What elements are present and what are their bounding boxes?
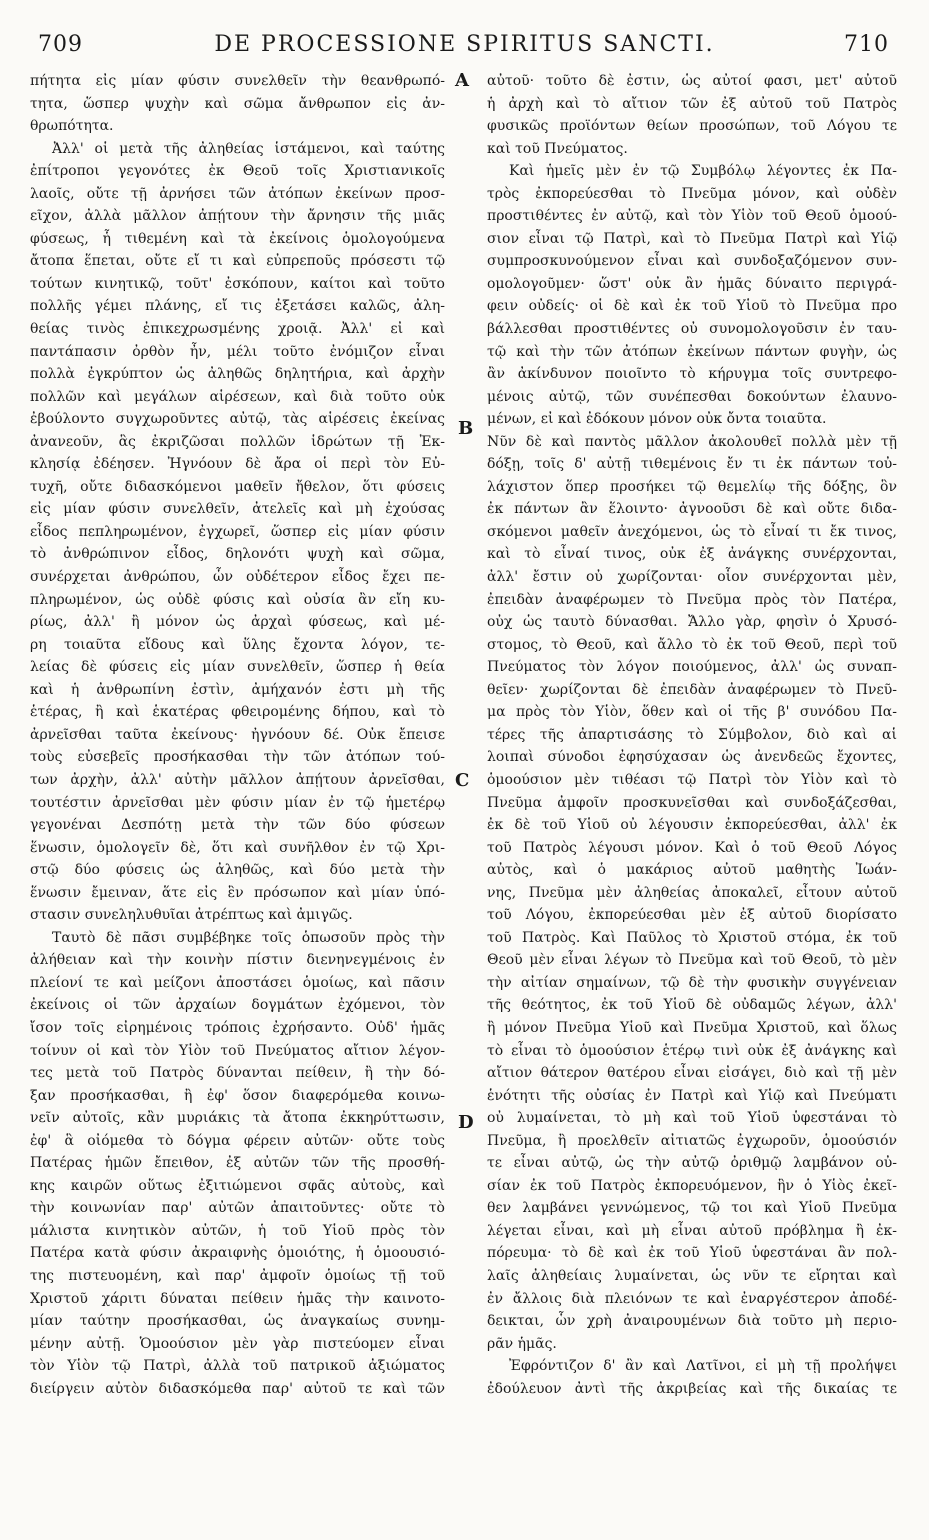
text-line: τὴν κοινωνίαν παρ' αὐτῶν ἀπαιτοῦντες· οὔτε τὸ <box>30 1200 445 1217</box>
text-line: ἀρνεῖσθαι ταῦτα ἐκείνους· ἠγνόουν δέ. Οὐκ ἔπεισε <box>30 726 445 743</box>
text-line: ἂν ἀκίνδυνον ποιοῖντο τὸ κήρυγμα τοῖς συντρεφο- <box>487 366 897 383</box>
text-line: λαῖς ἀληθείαις λυμαίνεται, ὡς νῦν τε εἴρηται καὶ <box>487 1267 897 1284</box>
text-line: καὶ ἡ ἀνθρωπίνη ἐστὶν, ἀμήχανόν ἐστι μὴ τῆς <box>30 681 445 698</box>
text-line: μένοις αὐτῷ, τῶν συνέπεσθαι δοκούντων ἐλαυνο- <box>487 388 897 405</box>
text-line: τουτέστιν ἀρνεῖσθαι μὲν φύσιν μίαν ἐν τῷ ἡμετέρῳ <box>30 794 445 811</box>
text-line: μένων, εἰ καὶ ἐδόκουν μόνον οὐκ ὄντα τοιαῦτα. <box>487 411 827 428</box>
text-line: Ἐφρόντιζον δ' ἂν καὶ Λατῖνοι, εἰ μὴ τῇ προλήψει <box>509 1358 897 1375</box>
page-number-left: 709 <box>38 32 83 57</box>
text-line: κλησίᾳ ἐδέησεν. Ἠγνόουν δὲ ἄρα οἱ περὶ τὸν Εὐ- <box>30 456 445 473</box>
text-line: τοῦ Πατρὸς. Καὶ Παῦλος τὸ Χριστοῦ στόμα, ἐκ τοῦ <box>487 929 897 946</box>
text-line: τέρες τῆς ἀπαρτισάσης τὸ Σύμβολον, διὸ καὶ αἱ <box>487 726 897 743</box>
text-line: ἴσον τοῖς εἰρημένοις τρόποις ἐχρήσαντο. Οὐδ' ἡμᾶς <box>30 1019 445 1036</box>
text-line: ἐκ δὲ τοῦ Υἱοῦ οὐ λέγουσιν ἐκπορεύεσθαι, ἀλλ' ἐκ <box>487 817 897 834</box>
text-line: εῖχον, ἀλλὰ μᾶλλον ἀπῄτουν τὴν ἄρνησιν τῆς μιᾶς <box>30 208 445 225</box>
text-line: ἐδούλευον ἀντὶ τῆς ἀκριβείας καὶ τῆς δικαίας τε <box>487 1380 897 1397</box>
text-line: τυχῆ, οὔτε διδασκόμενοι μαθεῖν ἤθελον, ὅτι φύσεις <box>30 478 445 495</box>
text-line: οὐχ ὡς ταυτὸ δύνασθαι. Ἄλλο γὰρ, φησὶν ὁ Χρυσό- <box>487 614 897 631</box>
text-line: θεῖεν· χωρίζονται δὲ ἐπειδὰν ἀναφέρωμεν τὸ Πνεῦ- <box>487 681 897 698</box>
text-line: Πατέρας ἡμῶν ἔπειθον, ἐξ αὐτῶν τῶν τῆς προσθή- <box>30 1155 445 1172</box>
text-line: καὶ τὸ εἶναί τινος, οὐκ ἐξ ἀνάγκης συνέρχονται, <box>487 546 897 563</box>
text-line: βάλλεσθαι προστιθέντες οὐ συνομολογοῦσιν ἐν ταυ- <box>487 321 897 338</box>
text-line: τοῦ Πατρὸς λέγουσι μόνον. Καὶ ὁ τοῦ Θεοῦ Λόγος <box>487 839 897 856</box>
text-line: φειν οὐδείς· οἱ δὲ καὶ ἐκ τοῦ Υἱοῦ τὸ Πνεῦμα προ <box>487 298 897 315</box>
text-line: ὁμοούσιον μὲν τιθέασι τῷ Πατρὶ τὸν Υἱὸν καὶ τὸ <box>487 771 897 788</box>
text-line: φυσικῶς προϊόντων θείων προσώπων, τοῦ Λόγου τε <box>487 118 897 135</box>
text-line: τῆς θεότητος, ἐκ τοῦ Υἱοῦ δὲ οὐδαμῶς λέγων, ἀλλ' <box>487 997 897 1014</box>
text-line: ἐκ πάντων ἂν ἕλοιντο· ἀγνοοῦσι δὲ καὶ οὔτε διδα- <box>487 501 897 518</box>
text-line: πολλῆς γέμει πλάνης, εἴ τις ἐξετάσει καλῶς, ἀλη- <box>30 298 445 315</box>
text-line: συμπροσκυνούμενον εἶναι καὶ συνδοξαζόμενον συν- <box>487 253 897 270</box>
text-line: τρὸς ἐκπορεύεσθαι τὸ Πνεῦμα μόνον, καὶ οὐδὲν <box>487 185 897 202</box>
text-line: πληρωμένον, ὡς οὐδὲ φύσις καὶ οὐσία ἂν εἴη κυ- <box>30 591 445 608</box>
text-line: ἀλήθειαν καὶ τὴν κοινὴν πίστιν διενηνεγμένοις ἐν <box>30 952 445 969</box>
text-line: τὸν Υἱὸν τῷ Πατρὶ, ἀλλὰ τοῦ πατρικοῦ ἀξιώματος <box>30 1358 445 1375</box>
text-line: Πατέρα κατὰ φύσιν ἀκραιφνὴς ὁμοιότης, ἡ ὁμοουσιό- <box>30 1245 445 1262</box>
text-line: Νῦν δὲ καὶ παντὸς μᾶλλον ἀκολουθεῖ πολλὰ μὲν τῇ <box>487 433 897 450</box>
text-line: φύσεως, ἧ τιθεμένη καὶ τὰ ἐκείνοις ὁμολογούμενα <box>30 230 445 247</box>
text-line: πήτητα εἰς μίαν φύσιν συνελθεῖν τὴν θεανθρωπό- <box>30 73 445 89</box>
text-line: ρη τοιαῦτα εἴδους καὶ ὕλης ἔχοντα λόγον, τε- <box>30 636 445 653</box>
text-line: ἑνότητι τῆς οὐσίας ἐν Πατρὶ καὶ Υἱῷ καὶ Πνεύματι <box>487 1087 897 1104</box>
text-line: αὐτὸς, καὶ ὁ μακάριος αὐτοῦ μαθητὴς Ἰωάν- <box>487 862 897 879</box>
text-line: λείας δὲ φύσεις εἰς μίαν συνελθεῖν, ὥσπερ ἡ θεία <box>30 659 445 676</box>
text-line: τοὺς εὐσεβεῖς προσήκασθαι τὴν τῶν ἀτόπων τού- <box>30 749 445 766</box>
text-line: ἐβούλοντο συγχωροῦντες αὐτῷ, τὰς αἱρέσεις ἐκείνας <box>30 411 445 428</box>
text-line: Πνεῦμα ἀμφοῖν προσκυνεῖσθαι καὶ συνδοξάζεσθαι, <box>487 794 897 811</box>
text-line: Πνεῦμα, ἢ προελθεῖν αἰτιατῶς ἐγχωροῦν, ὁμοούσιόν <box>487 1132 897 1149</box>
text-line: ἕνωσιν ἔμειναν, ἅτε εἰς ἓν πρόσωπον καὶ μίαν ὑπό- <box>30 884 445 901</box>
text-line: συνέρχεται ἀνθρώπου, ὧν οὐδέτερον εἶδος ἔχει πε- <box>30 569 445 586</box>
text-line: θείας τινὸς ἐπικεχρωσμένης χροιᾷ. Ἀλλ' εἰ καὶ <box>30 321 445 338</box>
text-line: ἐκείνοις οἱ τῶν ἀρχαίων δογμάτων ἐχόμενοι, τὸν <box>30 997 445 1014</box>
text-line: τοῦ Λόγου, ἐκπορεύεσθαι μὲν ἐξ αὐτοῦ διορίσατο <box>487 907 897 924</box>
running-header <box>30 32 899 66</box>
section-marker-d: D <box>458 1112 474 1133</box>
text-line: πολλῶν καὶ μεγάλων αἱρέσεων, καὶ διὰ τοῦτο οὐκ <box>30 388 445 405</box>
text-line: ἡ ἀρχὴ καὶ τὸ αἴτιον τῶν ἐξ αὐτοῦ τοῦ Πατρὸς <box>487 95 897 112</box>
text-line: ρίως, ἀλλ' ἢ μόνον ὡς ἀρχαὶ φύσεως, καὶ μέ- <box>30 614 445 631</box>
text-line: της πιστευομένη, καὶ παρ' ἀμφοῖν ὁμοίως τῇ τοῦ <box>30 1267 445 1284</box>
text-line: ἑτέρας, ἢ καὶ ἑκατέρας φθειρομένης δήπου, καὶ τὸ <box>30 704 445 721</box>
text-line: τῷ καὶ τὴν τῶν ἀτόπων ἐκείνων πάντων φυγὴν, ὡς <box>487 343 897 360</box>
text-line: προστιθέντες ἐν αὐτῷ, καὶ τὸν Υἱὸν τοῦ Θεοῦ ὁμοού- <box>487 208 897 225</box>
text-line: στομος, τὸ Θεοῦ, καὶ ἄλλο τὸ ἐκ τοῦ Θεοῦ, περὶ τοῦ <box>487 636 897 653</box>
text-line: ἀλλ' ἔστιν οὐ χωρίζονται· οἷον συνέρχονται μὲν, <box>487 569 897 586</box>
text-line: δόξῃ, τοῖς δ' αὐτῇ τιθεμένοις ἔν τι ἐκ πάντων τοὐ- <box>487 456 897 473</box>
text-line: ρᾶν ἡμᾶς. <box>487 1335 557 1352</box>
text-line: νεῖν αὐτοῖς, κἂν μυριάκις τὰ ἄτοπα ἐκκηρύττωσιν, <box>30 1110 445 1127</box>
text-line: ἀνανεοῦν, ἃς ἐκριζῶσαι πολλῶν ἱδρώτων τῇ Ἐκ- <box>30 433 445 450</box>
text-line: ἐφ' ἃ οἰόμεθα τὸ δόγμα φέρειν αὐτῶν· οὔτε τοὺς <box>30 1132 445 1149</box>
text-line: Καὶ ἡμεῖς μὲν ἐν τῷ Συμβόλῳ λέγοντες ἐκ Πα- <box>509 163 897 180</box>
text-line: ἄτοπα ἕπεται, οὔτε εἴ τι καὶ εὐπρεποῦς πρόσεστι τῷ <box>30 253 445 270</box>
text-line: ἢ μόνον Πνεῦμα Υἱοῦ καὶ Πνεῦμα Χριστοῦ, καὶ ὅλως <box>487 1019 897 1036</box>
text-line: λοιπαὶ σύνοδοι ἐφησύχασαν ὡς ἀνενδεῶς ἔχοντες, <box>487 749 897 766</box>
text-line: Χριστοῦ χάριτι δύναται πείθειν ἡμᾶς τὴν καινοτο- <box>30 1290 445 1307</box>
text-line: εἶδος πεπληρωμένον, ἐγχωρεῖ, ὥσπερ εἰς μίαν φύσιν <box>30 523 445 540</box>
text-line: μίαν ταύτην προσήκασθαι, ὡς ἀναγκαίως συνημ- <box>30 1313 445 1330</box>
text-line: διείργειν αὐτὸν διδασκόμεθα παρ' αὐτοῦ τε καὶ τῶν <box>30 1380 445 1397</box>
text-line: ξαν προσήκασθαι, ἢ ἐφ' ὅσον διαφερόμεθα κοινω- <box>30 1087 445 1104</box>
text-line: πλείονί τε καὶ μείζονι ἀποστάσει ὁμοίως, καὶ πᾶσιν <box>30 974 445 991</box>
text-line: τὸ εἶναι τὸ ὁμοούσιον ἑτέρῳ τινὶ οὐκ ἐξ ἀνάγκης καὶ <box>487 1042 897 1059</box>
text-line: γεγονέναι Δεσπότῃ μετὰ τὴν τῶν δύο φύσεων <box>30 817 445 834</box>
text-line: στῷ δύο φύσεις ὡς ἀληθῶς, καὶ δύο μετὰ τὴν <box>30 862 445 879</box>
text-line: τὸ ἀνθρώπινον εἶδος, δηλονότι ψυχὴ καὶ σῶμα, <box>30 546 445 563</box>
text-line: μα πρὸς τὸν Υἱὸν, ὅθεν καὶ οἱ τῆς β' συνόδου Πα- <box>487 704 897 721</box>
text-line: νης, Πνεῦμα μὲν ἀληθείας ἀποκαλεῖ, εἶτουν αὐτοῦ <box>487 884 897 901</box>
text-line: ἐπίτροποι γεγονότες ἐκ Θεοῦ τοῖς Χριστιανικοῖς <box>30 163 445 180</box>
text-line: ἕνωσιν, ὁμολογεῖν δὲ, ὅτι καὶ συνῆλθον ἐν τῷ Χρι- <box>30 839 445 856</box>
text-line: δεικται, ὧν χρὴ ἀναιρουμένων διὰ τοῦτο μὴ περιο- <box>487 1313 897 1330</box>
text-line: Ταυτὸ δὲ πᾶσι συμβέβηκε τοῖς ὁπωσοῦν πρὸς τὴν <box>52 929 445 946</box>
text-line: μένην αὐτῇ. Ὁμοούσιον μὲν γὰρ πιστεύομεν εἶναι <box>30 1335 445 1352</box>
text-line: τες μετὰ τοῦ Πατρὸς δύνανται πείθειν, ἢ τὴν δό- <box>30 1065 445 1082</box>
right-column <box>487 70 897 1400</box>
text-line: λέγεται εἶναι, καὶ μὴ εἶναι αὐτοῦ πρόβλημα ἢ ἐκ- <box>487 1222 897 1239</box>
text-line: θρωπότητα. <box>30 118 114 135</box>
text-line: τούτων κινητικῷ, τοῦτ' ἐσκόπουν, καίτοι καὶ τοῦτο <box>30 275 445 292</box>
text-line: παντάπασιν ὀρθὸν ἦν, μέλι τοῦτο ἐνόμιζον εἶναι <box>30 343 445 360</box>
text-line: τοίνυν οἱ καὶ τὸν Υἱὸν τοῦ Πνεύματος αἴτιον λέγον- <box>30 1042 445 1059</box>
text-line: τε εἶναι αὐτῷ, ὡς τὴν αὐτῷ ὀριθμῷ λαμβάνον οὐ- <box>487 1155 897 1172</box>
text-line: αἴτιον θάτερον θατέρου εἶναι εἰσάγει, διὸ καὶ τῇ μὲν <box>487 1065 897 1082</box>
left-column <box>30 70 445 1400</box>
text-line: οὐ λυμαίνεται, τὸ μὴ καὶ τοῦ Υἱοῦ ὑφεστάναι τὸ <box>487 1110 897 1127</box>
text-line: σίαν ἐκ τοῦ Πατρὸς ἐκπορευόμενον, ἣν ὁ Υἱὸς ἐκεῖ- <box>487 1177 897 1194</box>
running-title: DE PROCESSIONE SPIRITUS SANCTI. <box>214 32 715 57</box>
text-line: σιον εἶναι τῷ Πατρὶ, καὶ τὸ Πνεῦμα Πατρὶ καὶ Υἱῷ <box>487 230 897 247</box>
text-line: ἐν ἄλλοις διὰ πλειόνων τε καὶ ἐναργέστερον ἀποδέ- <box>487 1290 897 1307</box>
text-line: καὶ τοῦ Πνεύματος. <box>487 140 628 157</box>
text-line: τητα, ὥσπερ ψυχὴν καὶ σῶμα ἄνθρωπον εἰς ἀν- <box>30 95 445 112</box>
section-marker-b: B <box>458 418 474 439</box>
text-line: πόρευμα· τὸ δὲ καὶ ἐκ τοῦ Υἱοῦ ὑφεστάναι ἂν πολ- <box>487 1245 897 1262</box>
text-line: ομολογοῦμεν· ὥστ' οὐκ ἂν ἡμᾶς δύναιτο περιγρά- <box>487 275 897 292</box>
text-line: λάχιστον ὅπερ προσήκει τῷ θεμελίῳ τῆς δόξης, ὃν <box>487 478 897 495</box>
text-line: Ἀλλ' οἱ μετὰ τῆς ἀληθείας ἱστάμενοι, καὶ ταύτης <box>52 140 445 157</box>
text-line: Πνεύματος τὸν λόγον ποιούμενος, ἀλλ' ὡς συναπ- <box>487 659 897 676</box>
text-line: αὐτοῦ· τοῦτο δὲ ἐστιν, ὡς αὐτοί φασι, μετ' αὐτοῦ <box>487 73 897 89</box>
text-line: ἐπειδὰν ἀναφέρωμεν τὸ Πνεῦμα πρὸς τὸν Πατέρα, <box>487 591 897 608</box>
text-line: τὴν αἰτίαν σημαίνων, τῷ δὲ τὴν φυσικὴν συγγένειαν <box>487 974 897 991</box>
text-line: σκόμενοι μαθεῖν ἀνεχόμενοι, ὡς τὸ εἶναί τι ἔκ τινος, <box>487 523 897 540</box>
text-line: στασιν συνεληλυθυῖαι ἀτρέπτως καὶ ἀμιγῶς. <box>30 907 353 924</box>
text-line: των ἀρχὴν, ἀλλ' αὐτὴν μᾶλλον ἀπῄτουν ἀρνεῖσθαι, <box>30 771 445 788</box>
text-line: μάλιστα κινητικὸν αὐτῶν, ἡ τοῦ Υἱοῦ πρὸς τὸν <box>30 1222 445 1239</box>
text-line: Θεοῦ μὲν εἶναι λέγων τὸ Πνεῦμα καὶ τοῦ Θεοῦ, τὸ μὲν <box>487 952 897 969</box>
text-line: λαοῖς, οὔτε τῇ ἀρνήσει τῶν ἀτόπων ἐκείνων προσ- <box>30 185 445 202</box>
text-line: εἰς μίαν φύσιν συνελθεῖν, ἀτελεῖς καὶ μὴ ἐχούσας <box>30 501 445 518</box>
section-marker-a: A <box>455 70 469 91</box>
section-marker-c: C <box>455 770 470 791</box>
text-line: θεν λαμβάνει γεννώμενος, τῷ τοι καὶ Υἱοῦ Πνεῦμα <box>487 1200 897 1217</box>
text-line: κης καιρῶν οὕτως ἐξιτιώμενοι σφᾶς αὐτοὺς, καὶ <box>30 1177 445 1194</box>
text-line: πολλὰ ἐγκρύπτον ὡς ἀληθῶς δηλητήρια, καὶ ἀρχὴν <box>30 366 445 383</box>
page-number-right: 710 <box>844 32 889 57</box>
